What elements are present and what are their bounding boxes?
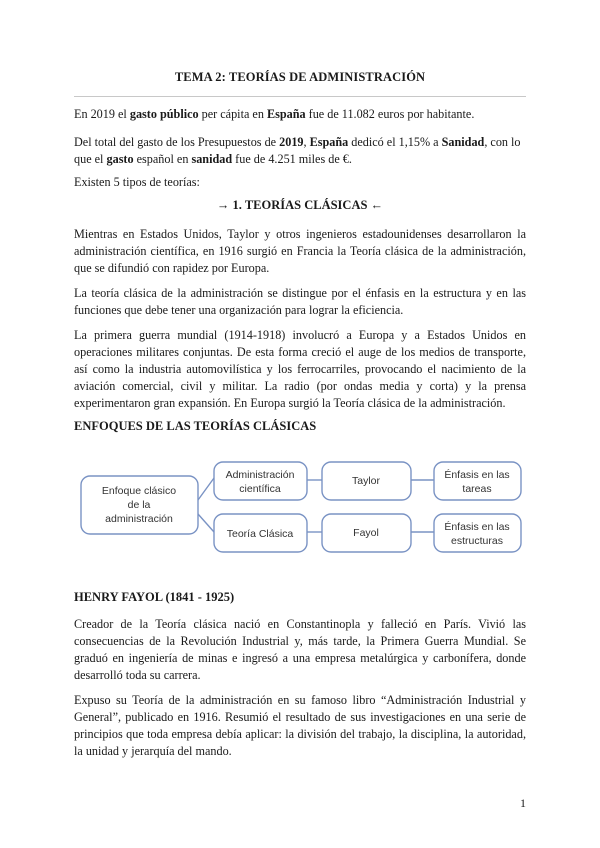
text: La teoría clásica de la administración se distingue por el énfasis en la estructura y en las funciones que debe tener una organización para lograr la eficiencia. <box>74 286 526 317</box>
text: Del total del gasto de los Presupuestos de <box>74 135 280 149</box>
text: En 2019 el <box>74 107 130 121</box>
author-node-label: Taylor <box>351 475 381 487</box>
branch-node-line: Teoría Clásica <box>226 528 294 540</box>
title-divider <box>74 96 526 97</box>
bold-text: 2019 <box>279 135 304 149</box>
intro-paragraph-1 <box>74 106 526 123</box>
bold-text: sanidad <box>191 152 233 166</box>
fayol-paragraph-2 <box>74 692 526 760</box>
author-node-label: Fayol <box>353 527 379 539</box>
bold-text: España <box>266 107 306 121</box>
page-number: 1 <box>520 796 526 810</box>
root-node-line: Enfoque clásico <box>101 485 177 497</box>
text: , con lo que el <box>74 135 521 166</box>
fayol-heading: HENRY FAYOL (1841 - 1925) <box>74 590 235 604</box>
focus-node-line: Énfasis en las <box>444 521 510 533</box>
focus-node-line: tareas <box>462 483 492 495</box>
text: dedicó el 1,15% a <box>348 135 442 149</box>
text: Creador de la Teoría clásica nació en Constantinopla y falleció en París. Vivió las consecuencias de la Revolución Industrial y, más tarde, la Primera Guerra Mundial. Se graduó en ingeniería de minas e ingresó a una empresa metalúrgica y carbonífera, donde desarrolló toda su carrera. <box>74 617 526 682</box>
bold-text: gasto público <box>129 107 199 121</box>
text: per cápita en <box>198 107 267 121</box>
connector-line <box>198 514 214 532</box>
bold-text: gasto <box>106 152 134 166</box>
text: Expuso su Teoría de la administración en su famoso libro “Administración Industrial y General”, publicado en 1916. Resumió el resultado de sus investigaciones en una serie de principios que toda empresa debía aplicar: la división del trabajo, la disciplina, la autoridad, la unidad y jerarquía del mando. <box>74 693 526 758</box>
section-heading-clasicas: → 1. TEORÍAS CLÁSICAS ← <box>216 198 384 212</box>
branch-node-line: científica <box>239 483 281 495</box>
root-node-line: de la <box>127 499 151 511</box>
clasicas-paragraph-2 <box>74 285 526 319</box>
enfoques-diagram <box>74 452 526 562</box>
text: fue de 11.082 euros por habitante. <box>305 107 475 121</box>
bold-text: Sanidad <box>441 135 485 149</box>
bold-text: España <box>309 135 349 149</box>
enfoques-heading: ENFOQUES DE LAS TEORÍAS CLÁSICAS <box>74 419 317 433</box>
clasicas-paragraph-3 <box>74 327 526 412</box>
text: español en <box>133 152 192 166</box>
focus-node-line: Énfasis en las <box>444 469 510 481</box>
document-title: TEMA 2: TEORÍAS DE ADMINISTRACIÓN <box>174 70 426 84</box>
focus-node-line: estructuras <box>451 535 503 547</box>
intro-paragraph-3 <box>74 174 526 191</box>
text: La primera guerra mundial (1914-1918) involucró a Europa y a Estados Unidos en operaciones militares conjuntas. De esta forma creció el auge de los medios de transporte, así como la industria automovilística y los ferrocarriles, provocando el nacimiento de la aviación comercial, civil y militar. La radio (por ondas media y corta) y la prensa experimentaron gran expansión. En Europa surgió la Teoría clásica de la administración. <box>74 328 526 410</box>
text: Mientras en Estados Unidos, Taylor y otros ingenieros estadounidenses desarrollaron la administración científica, en 1916 surgió en Francia la Teoría clásica de la administración, que se difundió con rapidez por Europa. <box>74 227 526 275</box>
connector-line <box>198 478 214 500</box>
intro-paragraph-2 <box>74 134 526 168</box>
text: , <box>303 135 310 149</box>
fayol-paragraph-1 <box>74 616 526 684</box>
clasicas-paragraph-1 <box>74 226 526 277</box>
branch-node-line: Administración <box>225 469 295 481</box>
text: Existen 5 tipos de teorías: <box>74 175 200 189</box>
root-node-line: administración <box>105 513 173 525</box>
text: fue de 4.251 miles de €. <box>232 152 352 166</box>
